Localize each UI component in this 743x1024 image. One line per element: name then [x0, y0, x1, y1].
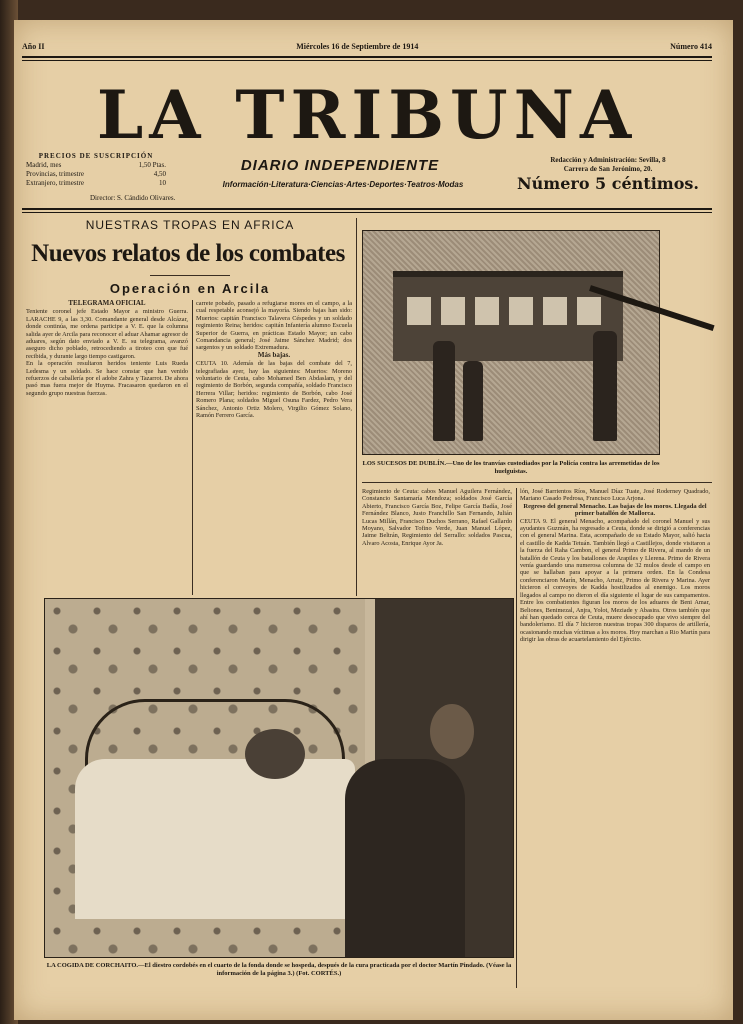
top-rule [22, 56, 712, 58]
article-column [26, 300, 188, 598]
masthead-subtitle: DIARIO INDEPENDIENTE [240, 157, 440, 174]
menacho-heading: Regreso del general Menacho. Las bajas de los moros. Llegada del primer batallón de Mallorca. [523, 502, 707, 518]
headline-rule [150, 275, 230, 276]
issue-year: Año II [22, 42, 45, 51]
article-column [196, 300, 352, 598]
column-rule [516, 488, 517, 988]
article-paragraph: lón, José Barrientos Ríos, Manuel Díaz Tuate, José Roderney Quadrado, Mariano Casado Pedrosa, Francisco Luca Arjona. [520, 488, 710, 503]
column-rule [192, 300, 193, 595]
lead-headline: Nuevos relatos de los combates [31, 240, 345, 267]
masthead-title: LA TRIBUNA [96, 76, 638, 154]
issue-date: Miércoles 16 de Septiembre de 1914 [296, 42, 419, 51]
tram-shape [393, 271, 623, 361]
subscription-prices [26, 152, 166, 188]
article-paragraph: carrete pobado, pasado a refugiarse mores en el campo, a la cual respetable aconsejó la mayoría. Siendo bajas han sido: Muertos: capitán Francisco Talavera Céspedes y un soldado regimiento Reina; heridos: capitán Infantería alumno Escuela Superior de Guerra, en prácticas Estado Mayor; un cabo Comandancia general; José Jaime Sánchez Madrid; dos sargentos y un soldado Extremadura. [196, 300, 352, 352]
section-rule [362, 482, 712, 483]
bajas-heading: Más bajas. [257, 350, 291, 359]
administration-info: Redacción y Administración: Sevilla, 8 Carrera de San Jerónimo, 20. [550, 156, 666, 173]
director-line: Director: S. Cándido Olivares. [90, 194, 176, 202]
article-column [362, 488, 512, 594]
article-paragraph: CEUTA 9. El general Menacho, acompañado del coronel Manuel y sus ayudantes Guzmán, ha regresado a Ceuta, donde se dirigió a conferencias con el general Marina. Esta, acompañado de su Estado Mayor, salió hacia el castillo de Kadda Tetuán. También llegó a Castillejos, donde visitaron a la fuerza del Raha Cambon, el general Primo de Rivera, al mando de un batallón de Ceuta y los batallones de Arapiles y Llerena. Primo de Rivera venía guardando una numerosa columna de 32 mulos desde el campo en que se hallaban para apoyar a la primera orden. En la Condesa conferenciaron Marín, Menacho, Arraiz, Primo de Rivera y Marina. Ayer hicieron el convoyes de Kadda hostilizados al enemigo. Los moros llegados al campo no dieron el día siguiente el lugar de sus campamentos. Entre los combatientes figuran los moros de los aduares de Beni Amar, Beliones, Benimezal, Anjra, Yolot, Meziade y Abasira. Otros también que ahí han quedado cerca de Ceuta, muere desocupado que vivo siempre del bandolerismo. El día 7 hicieron nuestras tropas 300 disparos de artillería, ocasionando muchas víctimas a los moros. Hoy marchan a Rio Martín para dirigir las obras de acuartelamiento del Ejército. [520, 517, 710, 644]
column-rule [356, 218, 357, 596]
issue-number: Número 414 [670, 42, 712, 51]
issue-price: Número 5 céntimos. [517, 174, 699, 193]
article-paragraph: CEUTA 10. Además de las bajas del combate del 7, telegrafiadas ayer, hay las siguientes: Muertos: Moreno voluntario de Ceuta, cabo Mohamed Ben Abdaslam, y del regimiento de Borbón, segunda compañía, soldado Francisco Herrera Villar; heridos: regimiento de Borbón, cabo José Romero Plana; soldados Miguel Osuna Fardez, Pedro Vera Sánchez, Antonio Ortiz Molero, Virgilio Gómez Solano, Ramón Ferrero García. [196, 360, 352, 420]
top-rule-thin [22, 60, 712, 61]
dateline [22, 42, 712, 51]
article-paragraph: Teniente coronel jefe Estado Mayor a ministro Guerra. LARACHE 9, a las 3,30. Comandante general desde Alcázar, donde continúa, me ordena participe a V. E. que la columna salida ayer de Arcila para reconocer el aduar Ahamar agresor de aduares, según dato enviado a V. E. su telegrama, avanzó aseguro dicho poblado, retrocediendo a tiroteo con que fué recibida, y durante largo tiempo castigaron. [26, 308, 188, 360]
lead-deck: Operación en Arcila [109, 281, 271, 296]
subscription-heading: PRECIOS DE SUSCRIPCIÓN [38, 152, 154, 160]
photo-caption-corchaito: LA COGIDA DE CORCHAITO.—El diestro cordobés en el cuarto de la fonda donde se hospeda, después de la cura practicada por el doctor Martín Pindado. (Véase la información de la página 3.) (Fot. CORTÉS.) [46, 962, 512, 977]
subscription-row: Madrid, mes 1,50 Ptas. [26, 161, 166, 169]
subscription-row: Extranjero, trimestre 10 [26, 179, 166, 187]
masthead-bottom-rule [22, 208, 712, 210]
dublin-tram-photo [362, 230, 660, 455]
masthead-sections: Información·Literatura·Ciencias·Artes·Deportes·Teatros·Modas [222, 180, 464, 189]
lead-kicker: NUESTRAS TROPAS EN AFRICA [85, 218, 295, 232]
subscription-row: Provincias, trimestre 4,50 [26, 170, 166, 178]
telegram-heading: TELEGRAMA OFICIAL [68, 300, 146, 307]
article-paragraph: Regimiento de Ceuta: cabos Manuel Aguilera Fernández, Constancio Santamaría Mendoza; soldados José García Abierto, Francisco García Boz, Felipe García Badía, José Fernández Blanco, Justo Franchillo San Fernando, Julián Lucas Millán, Francisco Duchos Serrano, Rafael Gallardo Moyano, Salvador Tofino Verde, Juan Manuel López, Jaime Beltrán, Regimiento del Serrallo: soldados Pascua, Alvaro Acosta, Enrique Ayor Ja. [362, 488, 512, 547]
article-paragraph: En la operación resultaron heridos teniente Luis Rueda Ledesma y un soldado. Se hace constar que han venido refuerzos de caballería por el adobe Zahra y Tazarrot. De ahora pasó mas fuera mejor de Huyma. Fracasaron quedaron en el segundo grupo nuestras fuerzas. [26, 360, 188, 397]
photo-caption-dublin: LOS SUCESOS DE DUBLÍN.—Uno de los tranvías custodiados por la Policía contra las arremetidas de los huelguistas. [362, 460, 660, 475]
article-column [520, 488, 710, 988]
masthead-bottom-rule-thin [22, 212, 712, 213]
corchaito-photo [44, 598, 514, 958]
